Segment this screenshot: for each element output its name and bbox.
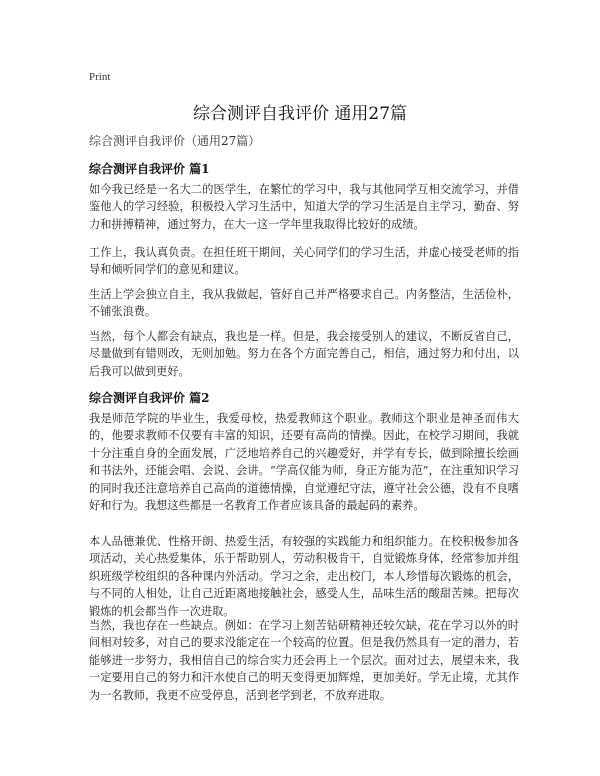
section-2-paragraph-1: 我是师范学院的毕业生，我爱母校，热爱教师这个职业。教师这个职业是神圣而伟大的，他要求教师不仅要有丰富的知识，还要有高尚的情操。因此，在校学习期间，我就十分注重自身的全面发展，广泛地培养自己的兴趣爱好，并学有专长，做到除擅长绘画和书法外，还能会唱、会说、会讲。“学高仅能为师，身正方能为范”，在注重知识学习的同时我还注意培养自己高尚的道德情操，自觉遵纪守法，遵守社会公德，没有不良嗜好和行为。我想这些都是一名教育工作者应该具备的最起码的素养。	[89, 412, 519, 513]
page-title: 综合测评自我评价 通用27篇	[192, 104, 408, 124]
print-link[interactable]: Print	[89, 71, 111, 83]
section-1-paragraph-3: 生活上学会独立自主，我从我做起，管好自己并严格要求自己。内务整洁，生活俭朴，不铺张浪费。	[89, 288, 519, 319]
section-heading-2: 综合测评自我评价 篇2	[89, 391, 210, 405]
section-2-paragraph-2: 本人品德兼优、性格开朗、热爱生活，有较强的实践能力和组织能力。在校积极参加各项活动，关心热爱集体，乐于帮助别人，劳动积极肯干，自觉锻炼身体，经常参加并组织班级学校组织的各种课内外活动。学习之余，走出校门，本人珍惜每次锻炼的机会，与不同的人相处，让自己近距离地接触社会，感受人生，品味生活的酸甜苦辣。把每次锻炼的机会都当作一次进取。	[89, 535, 519, 618]
section-1-paragraph-4: 当然，每个人都会有缺点，我也是一样。但是，我会接受别人的建议，不断反省自己，尽量做到有错则改，无则加勉。努力在各个方面完善自己，相信，通过努力和付出，以后我可以做到更好。	[89, 330, 519, 378]
section-1-paragraph-1: 如今我已经是一名大二的医学生，在繁忙的学习中，我与其他同学互相交流学习，并借鉴他人的学习经验，积极投入学习生活中，知道大学的学习生活是自主学习，勤奋、努力和拼搏精神，通过努力，在大一这一学年里我取得比较好的成绩。	[89, 183, 519, 231]
section-1-paragraph-2: 工作上，我认真负责。在担任班干期间，关心同学们的学习生活，并虚心接受老师的指导和倾听同学们的意见和建议。	[89, 246, 519, 277]
section-2-paragraph-3: 当然，我也存在一些缺点。例如：在学习上刻苦钻研精神还较欠缺，花在学习以外的时间相对较多，对自己的要求没能定在一个较高的位置。但是我仍然具有一定的潜力，若能够进一步努力，我相信自己的综合实力还会再上一个层次。面对过去，展望未来，我一定要用自己的努力和汗水使自己的明天变得更加辉煌，更加美好。学无止境，尤其作为一名教师，我更不应受停息，活到老学到老，不放弃进取。	[89, 619, 519, 702]
section-heading-1: 综合测评自我评价 篇1	[89, 162, 210, 176]
document-subtitle: 综合测评自我评价（通用27篇）	[89, 134, 261, 148]
